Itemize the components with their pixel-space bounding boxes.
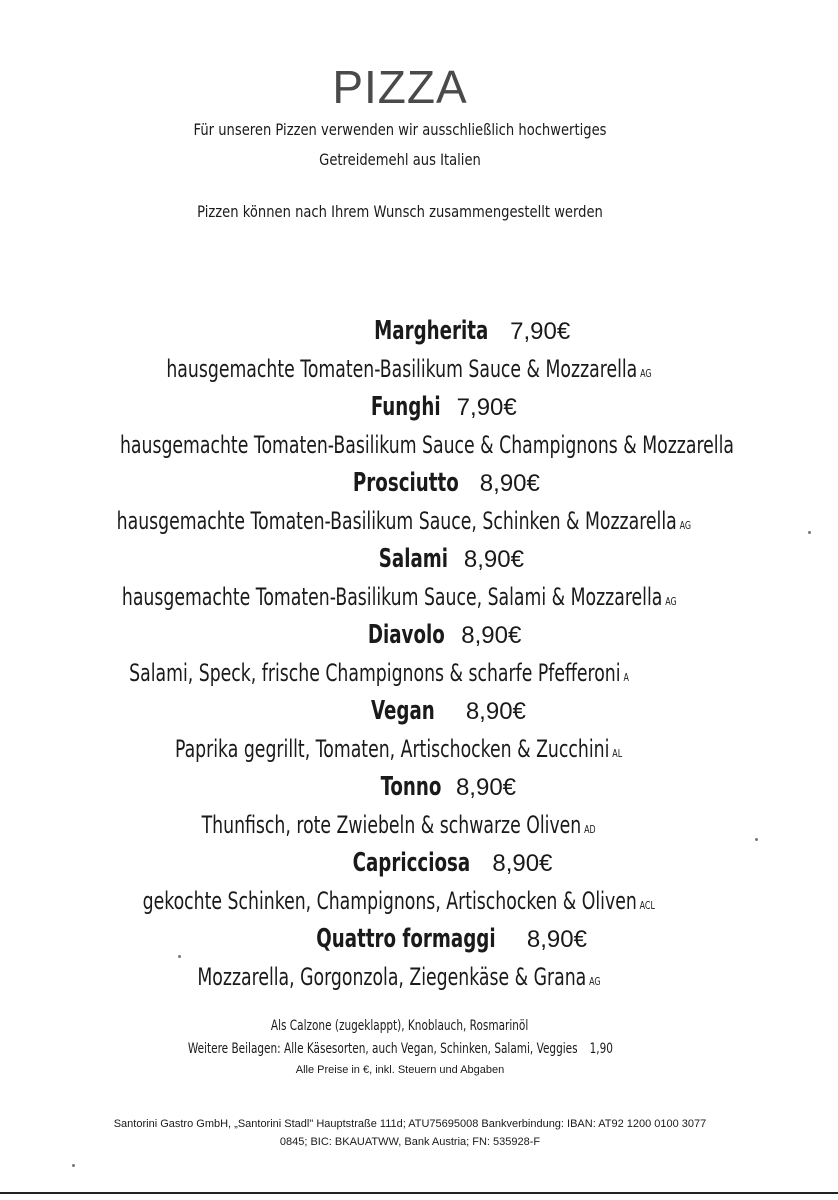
menu-item-salami <box>0 540 838 616</box>
allergen-codes: AG <box>664 595 677 608</box>
menu-item-margherita <box>0 312 838 388</box>
allergen-codes: AD <box>584 823 597 836</box>
item-description: gekochte Schinken, Champignons, Artischocken & Oliven <box>142 887 638 915</box>
scan-speck <box>755 838 758 841</box>
item-price: 8,90€ <box>455 774 517 801</box>
beilagen-text: Weitere Beilagen: Alle Käsesorten, auch Vegan, Schinken, Salami, Veggies <box>187 1041 578 1057</box>
beilagen-note <box>0 1041 800 1057</box>
item-name: Margherita <box>373 316 489 346</box>
item-description: Mozzarella, Gorgonzola, Ziegenkäse & Grana <box>197 963 587 991</box>
item-name: Prosciutto <box>353 468 459 498</box>
prices-note <box>0 1064 800 1076</box>
intro-line-2: Getreidemehl aus Italien <box>319 150 481 169</box>
item-description: hausgemachte Tomaten-Basilikum Sauce, Schinken & Mozzarella <box>116 507 677 535</box>
prices-note-text: Alle Preise in €, inkl. Steuern und Abgaben <box>295 1064 505 1076</box>
item-description: Thunfisch, rote Zwiebeln & schwarze Oliven <box>201 811 582 839</box>
calzone-text: Als Calzone (zugeklappt), Knoblauch, Rosmarinöl <box>271 1018 529 1034</box>
footer-line-2: 0845; BIC: BKAUATWW, Bank Austria; FN: 535928-F <box>279 1136 541 1148</box>
footer-company-info <box>60 1115 760 1151</box>
item-description: hausgemachte Tomaten-Basilikum Sauce, Salami & Mozzarella <box>121 583 663 611</box>
page-bottom-edge <box>0 1192 838 1194</box>
allergen-codes: AG <box>679 519 692 532</box>
menu-item-quattro-formaggi <box>0 920 838 996</box>
footer-line-1: Santorini Gastro GmbH, „Santorini Stadl" Hauptstraße 111d; ATU75695008 Bankverbindung: IBAN: AT92 1200 0100 3077 <box>113 1118 707 1130</box>
allergen-codes: A <box>623 671 629 684</box>
item-name: Tonno <box>380 772 442 802</box>
allergen-codes: AG <box>640 367 652 380</box>
item-price: 8,90€ <box>526 926 587 953</box>
item-price: 8,90€ <box>492 850 553 877</box>
menu-item-prosciutto <box>0 464 838 540</box>
item-price: 7,90€ <box>456 394 517 421</box>
item-description: Paprika gegrillt, Tomaten, Artischocken & Zucchini <box>175 735 610 763</box>
menu-item-diavolo <box>0 616 838 692</box>
item-name: Vegan <box>371 696 435 726</box>
item-name: Funghi <box>371 392 441 422</box>
item-description: hausgemachte Tomaten-Basilikum Sauce & Mozzarella <box>166 355 638 383</box>
allergen-codes: AL <box>612 747 623 760</box>
allergen-codes: AG <box>589 975 601 988</box>
item-name: Capricciosa <box>352 848 470 878</box>
scan-speck <box>72 1164 75 1167</box>
intro-line-3: Pizzen können nach Ihrem Wunsch zusammengestellt werden <box>197 202 603 221</box>
menu-item-vegan <box>0 692 838 768</box>
item-price: 8,90€ <box>461 622 522 649</box>
menu-item-capricciosa <box>0 844 838 920</box>
page-title: PIZZA <box>332 61 468 113</box>
item-name: Quattro formaggi <box>316 924 496 954</box>
item-description: Salami, Speck, frische Champignons & scharfe Pfefferoni <box>129 659 621 687</box>
item-name: Salami <box>378 544 449 574</box>
item-price: 8,90€ <box>463 546 524 573</box>
item-price: 7,90€ <box>510 318 571 345</box>
allergen-codes: ACL <box>639 899 656 912</box>
intro-line-1: Für unseren Pizzen verwenden wir ausschließlich hochwertiges <box>193 120 607 139</box>
menu-item-funghi <box>0 388 838 464</box>
item-name: Diavolo <box>367 620 445 650</box>
item-description: hausgemachte Tomaten-Basilikum Sauce & Champignons & Mozzarella <box>119 431 735 459</box>
item-price: 8,90€ <box>465 698 526 725</box>
beilagen-price: 1,90 <box>589 1041 613 1057</box>
menu-item-tonno <box>0 768 838 844</box>
calzone-note <box>0 1018 800 1034</box>
item-price: 8,90€ <box>479 470 540 497</box>
pizza-menu-list <box>0 312 838 996</box>
scan-speck <box>808 531 811 534</box>
scan-speck <box>178 955 181 958</box>
